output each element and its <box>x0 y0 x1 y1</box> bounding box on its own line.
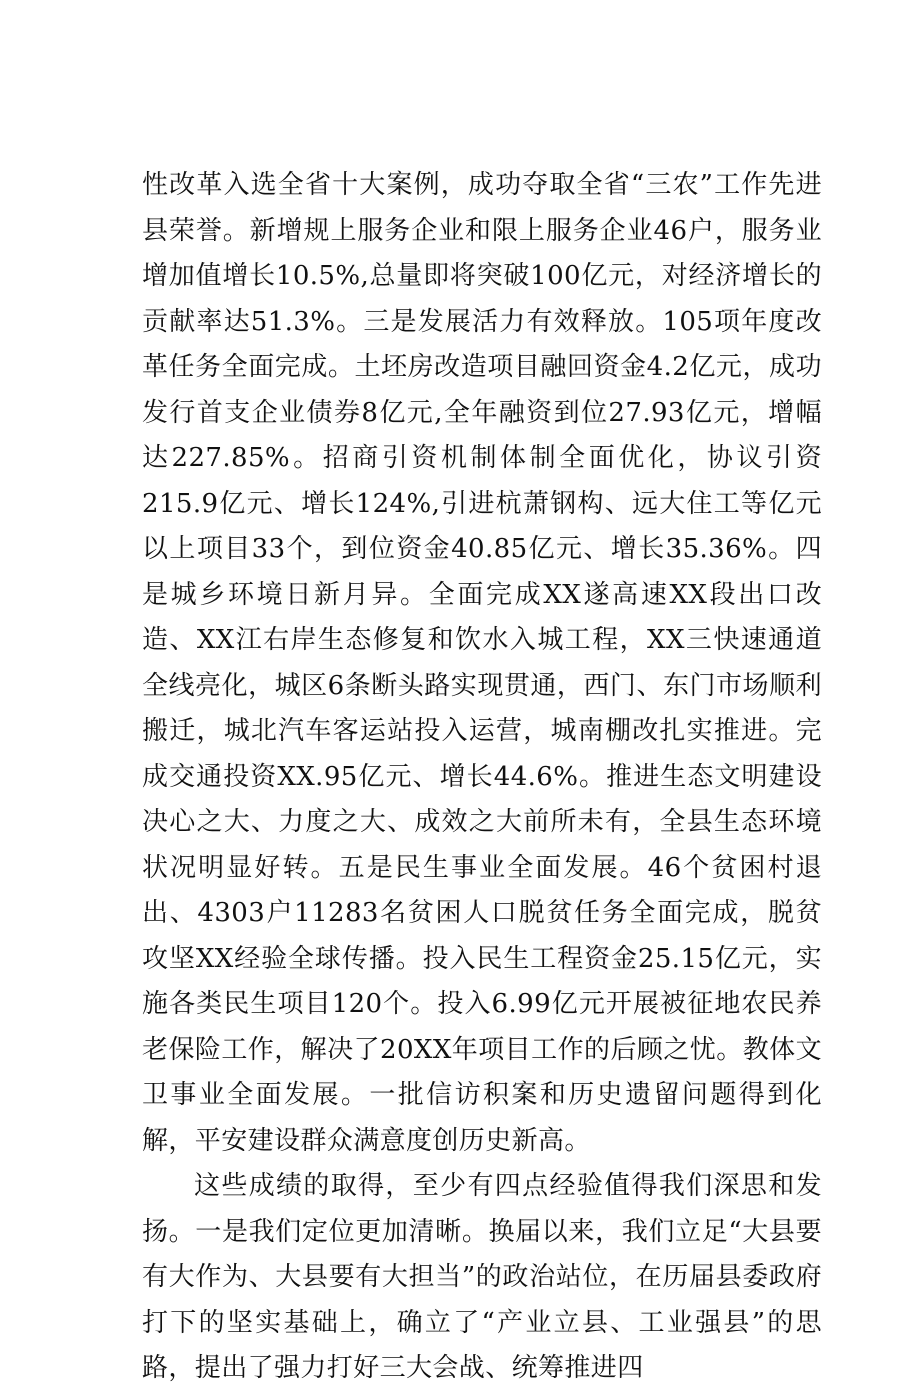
paragraph-achievements: 性改革入选全省十大案例，成功夺取全省“三农”工作先进县荣誉。新增规上服务企业和限上服务企业46户，服务业增加值增长10.5%,总量即将突破100亿元，对经济增长的贡献率达51.3%。三是发展活力有效释放。105项年度改革任务全面完成。土坯房改造项目融回资金4.2亿元，成功发行首支企业债券8亿元,全年融资到位27.93亿元，增幅达227.85%。招商引资机制体制全面优化，协议引资215.9亿元、增长124%,引进杭萧钢构、远大住工等亿元以上项目33个，到位资金40.85亿元、增长35.36%。四是城乡环境日新月异。全面完成XX遂高速XX段出口改造、XX江右岸生态修复和饮水入城工程，XX三快速通道全线亮化，城区6条断头路实现贯通，西门、东门市场顺利搬迁，城北汽车客运站投入运营，城南棚改扎实推进。完成交通投资XX.95亿元、增长44.6%。推进生态文明建设决心之大、力度之大、成效之大前所未有，全县生态环境状况明显好转。五是民生事业全面发展。46个贫困村退出、4303户11283名贫困人口脱贫任务全面完成，脱贫攻坚XX经验全球传播。投入民生工程资金25.15亿元，实施各类民生项目120个。投入6.99亿元开展被征地农民养老保险工作，解决了20XX年项目工作的后顾之忧。教体文卫事业全面发展。一批信访积案和历史遗留问题得到化解，平安建设群众满意度创历史新高。 <box>142 170 822 1156</box>
paragraph-experience: 这些成绩的取得，至少有四点经验值得我们深思和发扬。一是我们定位更加清晰。换届以来，我们立足“大县要有大作为、大县要有大担当”的政治站位，在历届县委政府打下的坚实基础上，确立了“产业立县、工业强县”的思路，提出了强力打好三大会战、统筹推进四 <box>142 1171 822 1383</box>
document-body <box>142 163 822 1392</box>
